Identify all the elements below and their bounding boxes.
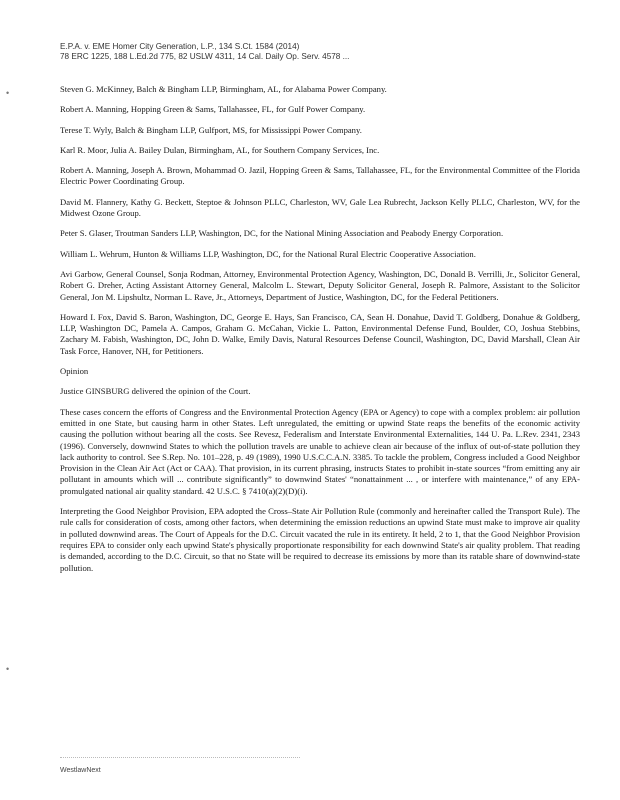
counsel-paragraph: Karl R. Moor, Julia A. Bailey Dulan, Birmingham, AL, for Southern Company Services, Inc. bbox=[60, 144, 380, 155]
counsel-paragraph: Howard I. Fox, David S. Baron, Washington, DC, George E. Hays, San Francisco, CA, Sean H. Donahue, David T. Goldberg, Donahue & Goldberg, LLP, Washington DC, Pamela A. Campos, Graham G. McCahan, Vickie L. Patton, Environmental Defense Fund, Boulder, CO, Joshua Stebbins, Zachary M. Fabish, Washington, DC, John D. Walke, Emily Davis, Natural Resources Defense Council, Washington, DC, David Marshall, Clean Air Task Force, Hanover, NH, for Petitioners. bbox=[60, 311, 580, 356]
citation-header bbox=[60, 42, 580, 62]
reporter-line: 78 ERC 1225, 188 L.Ed.2d 775, 82 USLW 4311, 14 Cal. Daily Op. Serv. 4578 ... bbox=[60, 52, 350, 61]
counsel-paragraph: David M. Flannery, Kathy G. Beckett, Steptoe & Johnson PLLC, Charleston, WV, Gale Lea Rubrecht, Jackson Kelly PLLC, Charleston, WV, for the Midwest Ozone Group. bbox=[60, 196, 580, 219]
counsel-paragraph: Robert A. Manning, Joseph A. Brown, Mohammad O. Jazil, Hopping Green & Sams, Tallahassee, FL, for the Environmental Committee of the Florida Electric Power Coordinating Group. bbox=[60, 165, 580, 187]
margin-mark: • bbox=[6, 664, 10, 674]
counsel-paragraph: Robert A. Manning, Hopping Green & Sams, Tallahassee, FL, for Gulf Power Company. bbox=[60, 104, 366, 115]
counsel-paragraph: Avi Garbow, General Counsel, Sonja Rodman, Attorney, Environmental Protection Agency, Washington, DC, Donald B. Verrilli, Jr., Solicitor General, Robert G. Dreher, Acting Assistant Attorney General, Malcolm L. Stewart, Deputy Solicitor General, Joseph R. Palmore, Assistant to the Solicitor General, Jon M. Lipshultz, Norman L. Rave, Jr., Attorneys, Department of Justice, Washington, DC, for the Federal Petitioners. bbox=[60, 268, 580, 302]
counsel-paragraph: William L. Wehrum, Hunton & Williams LLP, Washington, DC, for the National Rural Electric Cooperative Association. bbox=[60, 248, 476, 259]
opinion-paragraph: These cases concern the efforts of Congress and the Environmental Protection Agency (EPA or Agency) to cope with a complex problem: air pollution emitted in one State, but causing harm in other States. Left unregulated, the emitting or upwind State reaps the benefits of the economic activity causing the pollution without bearing all the costs. See Revesz, Federalism and Interstate Environmental Externalities, 144 U. Pa. L.Rev. 2341, 2343 (1996). Conversely, downwind States to which the pollution travels are unable to achieve clean air because of the influx of out-of-state pollution they lack authority to control. See S.Rep. No. 101–228, p. 49 (1989), 1990 U.S.C.C.A.N. 3385. To tackle the problem, Congress included a Good Neighbor Provision in the Clean Air Act (Act or CAA). That provision, in its current phrasing, instructs States to prohibit in-state sources “from emitting any air pollutant in amounts which will ... contribute significantly” to downwind States' “nonattainment ... , or interfere with maintenance,” of any EPA-promulgated national air quality standard. 42 U.S.C. § 7410(a)(2)(D)(i). bbox=[60, 406, 580, 496]
margin-mark: • bbox=[6, 88, 10, 98]
opinion-paragraph: Interpreting the Good Neighbor Provision, EPA adopted the Cross–State Air Pollution Rule (commonly and hereinafter called the Transport Rule). The rule calls for consideration of costs, among other factors, when determining the emission reductions an upwind State must make to improve air quality in polluted downwind areas. The Court of Appeals for the D.C. Circuit vacated the rule in its entirety. It held, 2 to 1, that the Good Neighbor Provision requires EPA to consider only each upwind State's physically proportionate responsibility for each downwind State's air quality problem. That reading is demanded, according to the D.C. Circuit, so that no State will be required to decrease its emissions by more than its ratable share of downwind-state pollution. bbox=[60, 506, 580, 573]
counsel-paragraph: Peter S. Glaser, Troutman Sanders LLP, Washington, DC, for the National Mining Association and Peabody Energy Corporation. bbox=[60, 228, 504, 239]
footer-rule bbox=[60, 757, 300, 764]
counsel-paragraph: Steven G. McKinney, Balch & Bingham LLP, Birmingham, AL, for Alabama Power Company. bbox=[60, 84, 387, 94]
opinion-author-line: Justice GINSBURG delivered the opinion of the Court. bbox=[60, 386, 251, 397]
citation-line: E.P.A. v. EME Homer City Generation, L.P., 134 S.Ct. 1584 (2014) bbox=[60, 42, 300, 51]
section-heading-opinion: Opinion bbox=[60, 366, 89, 377]
counsel-paragraph: Terese T. Wyly, Balch & Bingham LLP, Gulfport, MS, for Mississippi Power Company. bbox=[60, 124, 362, 135]
opinion-body bbox=[60, 84, 580, 583]
footer-brand: WestlawNext bbox=[60, 767, 101, 774]
page-footer bbox=[60, 757, 360, 775]
